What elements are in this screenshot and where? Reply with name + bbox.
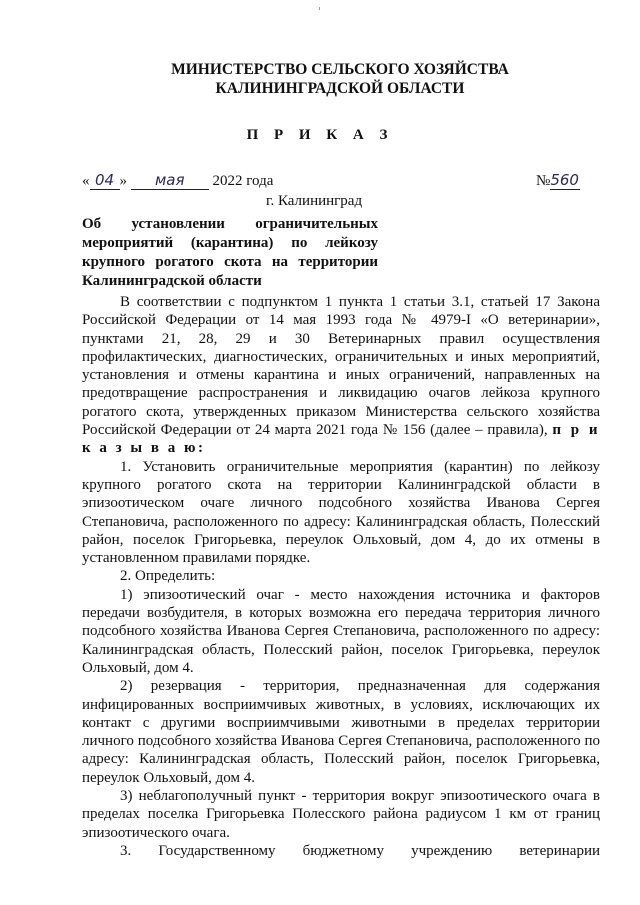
order-body: [82, 293, 600, 860]
ministry-line-1: МИНИСТЕРСТВО СЕЛЬСКОГО ХОЗЯЙСТВА: [171, 61, 509, 78]
preamble: [82, 293, 600, 458]
item-3: 3. Государственному бюджетному учреждению ветеринарии: [120, 842, 600, 859]
quote-close: »: [119, 173, 127, 189]
item-2-1: 1) эпизоотический очаг - место нахождения источника и факторов передачи возбудителя, в которых возможна его передача территория личного подсобного хозяйства Иванова Сергея Степановича, расположенного по адресу: Калининградская область, Полесский район, поселок Григорьевка, переулок Ольховый, дом 4.: [82, 586, 600, 676]
quote-open: «: [82, 173, 90, 189]
scan-mark: [319, 7, 320, 10]
decree-word: п р и к а з ы в а ю:: [82, 422, 600, 457]
handwritten-month: мая: [131, 171, 209, 190]
document-type: П Р И К А З: [246, 127, 394, 143]
ministry-line-2: КАЛИНИНГРАДСКОЙ ОБЛАСТИ: [215, 80, 465, 97]
item-2-3: 3) неблагополучный пункт - территория вокруг эпизоотического очага в пределах поселка Григорьевка Полесского района радиусом 1 км от границ эпизоотического очага.: [82, 788, 600, 841]
city: г. Калининград: [266, 193, 363, 209]
handwritten-number: 560: [550, 171, 579, 189]
order-number: [536, 171, 580, 190]
preamble-text: В соответствии с подпунктом 1 пункта 1 статьи 3.1, статьей 17 Закона Российской Федерации от 14 мая 1993 года № 4979-I «О ветеринарии», пунктами 21, 28, 29 и 30 Ветеринарных правил осуществления профилактических, диагностических, ограничительных и иных мероприятий, установления и отмены карантина и иных ограничений, направленных на предотвращение распространения и ликвидацию очагов лейкоза крупного рогатого скота, утвержденных приказом Министерства сельского хозяйства Российской Федерации от 24 марта 2021 года № 156 (далее – правила),: [82, 294, 600, 439]
handwritten-day: 04: [90, 171, 120, 190]
order-subject: Об установлении ограничительных мероприятий (карантина) по лейкозу крупного рогатого скота на территории Калининградской области: [82, 216, 378, 289]
order-date: [82, 171, 273, 190]
ministry-header: [120, 60, 560, 98]
item-2-2: 2) резервация - территория, предназначенная для содержания инфицированных восприимчивых животных, в условиях, исключающих их контакт с другими восприимчивыми животными в пределах территории личного подсобного хозяйства Иванова Сергея Степановича, расположенного по адресу: Калининградская область, Полесский район, поселок Григорьевка, переулок Ольховый, дом 4.: [82, 678, 600, 786]
item-2: 2. Определить:: [120, 568, 216, 585]
year-text: 2022 года: [212, 173, 274, 189]
number-prefix: №: [536, 173, 551, 189]
item-1: 1. Установить ограничительные мероприятия (карантин) по лейкозу крупного рогатого скота на территории Калининградской области в эпизоотическом очаге личного подсобного хозяйства Иванова Сергея Степановича, расположенного по адресу: Калининградская область, Полесский район, поселок Григорьевка, переулок Ольховый, дом 4, до их отмены в установленном правилами порядке.: [82, 458, 600, 567]
